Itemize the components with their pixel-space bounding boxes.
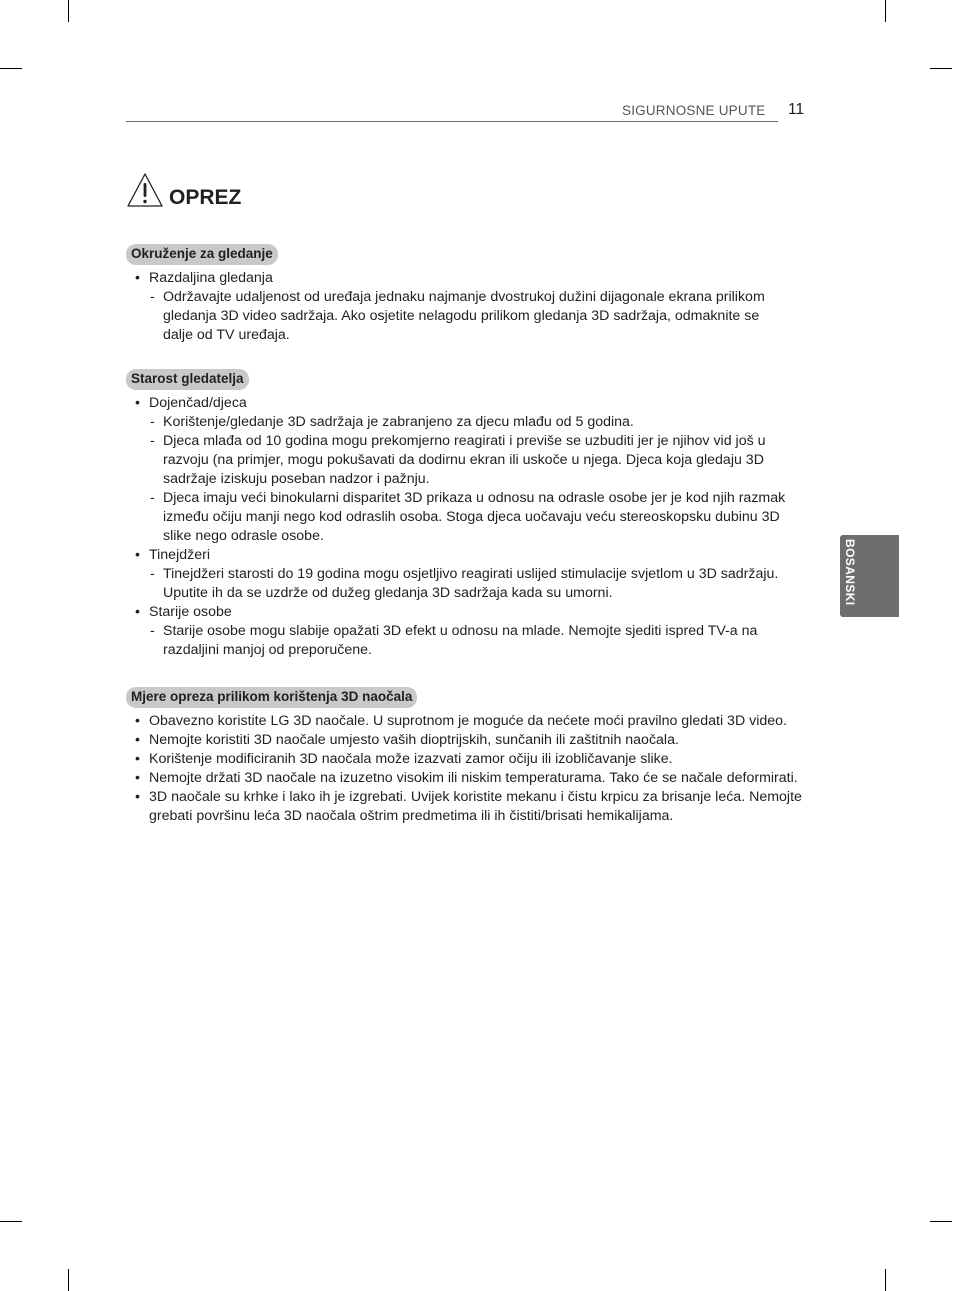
crop-mark bbox=[885, 1269, 886, 1291]
list-item-text: • Starije osobe bbox=[149, 604, 232, 620]
dash-list bbox=[149, 288, 776, 345]
dash-item: - Tinejdžeri starosti do 19 godina mogu osjetljivo reagirati uslijed stimulacije svjetlom u 3D sadržaju. Uputite ih da se uzdrže od dužeg gledanja 3D sadržaja kada su umorni. bbox=[149, 565, 796, 603]
crop-mark bbox=[0, 68, 22, 69]
list-item: • 3D naočale su krhke i lako ih je izgrebati. Uvijek koristite mekanu i čistu krpicu za brisanje leća. Nemojte grebati površinu leća 3D naočala oštrim predmetima ili ih čistiti/brisati hemikalijama. bbox=[126, 788, 816, 826]
section-heading: Starost gledatelja bbox=[126, 369, 249, 390]
list-item bbox=[126, 394, 796, 546]
crop-mark bbox=[930, 68, 952, 69]
crop-mark bbox=[930, 1221, 952, 1222]
warning-triangle-icon bbox=[126, 172, 164, 208]
list-item: • Korištenje modificiranih 3D naočala može izazvati zamor očiju ili izobličavanje slike. bbox=[126, 750, 816, 769]
crop-mark bbox=[885, 0, 886, 22]
crop-mark bbox=[68, 1269, 69, 1291]
list-item-text: • Dojenčad/djeca bbox=[149, 395, 247, 411]
page-number: 11 bbox=[788, 101, 805, 118]
dash-item: - Djeca imaju veći binokularni disparitet 3D prikaza u odnosu na odrasle osobe jer je kod njih razmak između očiju manji nego kod odraslih osoba. Stoga djeca uočavaju veću stereoskopsku dubinu 3D slike nego odrasle osobe. bbox=[149, 489, 796, 546]
list-item bbox=[126, 603, 796, 660]
list-item-text: • Razdaljina gledanja bbox=[149, 270, 273, 286]
section-viewer-age bbox=[126, 369, 796, 660]
bullet-list bbox=[126, 269, 776, 345]
header-section-title: SIGURNOSNE UPUTE bbox=[622, 103, 766, 118]
list-item: • Obavezno koristite LG 3D naočale. U suprotnom je moguće da nećete moći pravilno gledati 3D video. bbox=[126, 712, 816, 731]
bullet-list bbox=[126, 394, 796, 660]
dash-list bbox=[149, 565, 796, 603]
header-divider bbox=[126, 121, 778, 122]
bullet-list bbox=[126, 712, 816, 826]
page-title: OPREZ bbox=[169, 186, 242, 209]
language-tab-label: BOSANSKI bbox=[843, 539, 857, 606]
crop-mark bbox=[0, 1221, 22, 1222]
dash-item: - Korištenje/gledanje 3D sadržaja je zabranjeno za djecu mlađu od 5 godina. bbox=[149, 413, 796, 432]
list-item: • Nemojte koristiti 3D naočale umjesto vaših dioptrijskih, sunčanih ili zaštitnih naočala. bbox=[126, 731, 816, 750]
dash-item: - Starije osobe mogu slabije opažati 3D efekt u odnosu na mlade. Nemojte sjediti ispred TV-a na razdaljini manjoj od preporučene. bbox=[149, 622, 796, 660]
section-3d-glasses-precautions bbox=[126, 687, 816, 826]
list-item bbox=[126, 269, 776, 345]
section-heading: Okruženje za gledanje bbox=[126, 244, 278, 265]
dash-item: - Djeca mlađa od 10 godina mogu prekomjerno reagirati i previše se uzbuditi jer je njihov vid još u razvoju (na primjer, mogu pokušavati da dodirnu ekran ili uskoče u njega. Djeca koja gledaju 3D sadržaje iziskuju poseban nadzor i pažnju. bbox=[149, 432, 796, 489]
section-viewing-environment bbox=[126, 244, 776, 345]
list-item bbox=[126, 546, 796, 603]
list-item: • Nemojte držati 3D naočale na izuzetno visokim ili niskim temperaturama. Tako će se načale deformirati. bbox=[126, 769, 816, 788]
dash-list bbox=[149, 413, 796, 546]
dash-list bbox=[149, 622, 796, 660]
list-item-text: • Tinejdžeri bbox=[149, 547, 210, 563]
section-heading: Mjere opreza prilikom korištenja 3D naočala bbox=[126, 687, 417, 708]
dash-item: - Održavajte udaljenost od uređaja jednaku najmanje dvostrukoj dužini dijagonale ekrana prilikom gledanja 3D video sadržaja. Ako osjetite nelagodu prilikom gledanja 3D sadržaja, odmaknite se dalje od TV uređaja. bbox=[149, 288, 776, 345]
crop-mark bbox=[68, 0, 69, 22]
